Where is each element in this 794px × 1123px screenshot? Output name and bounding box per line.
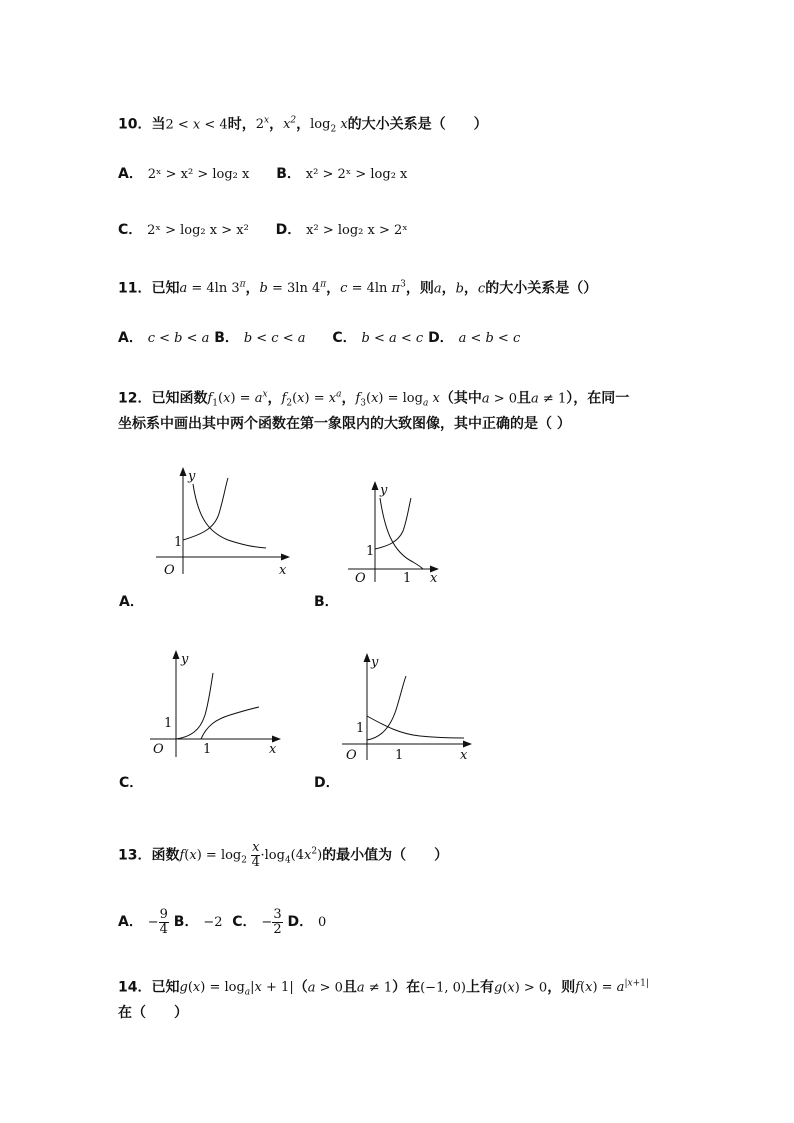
q12-graph-b-label: B． [314,594,339,610]
q14-stem-line2: 在（ ） [118,1005,188,1021]
origin-label: O [153,742,164,757]
curve-increasing [367,676,406,740]
q11-def-c: c = 4ln $\pi^3$ [340,280,406,297]
q10-option-d[interactable]: x² > log₂ x > 2ˣ [306,223,408,238]
q13-function-expr: $f(x) = \log_2$ $\frac{x}{4}$ $\cdot\log_4(4x^2)$ [179,840,323,871]
q13-options: A． − $\frac{9}{4}$ B． −2 C． − $\frac{3}{2}$ D． 0 [118,906,327,937]
q10-options-row2 [118,220,408,241]
x-one-label: 1 [395,748,404,763]
q11-option-b[interactable]: b < c < a [243,331,306,346]
y-one-label: 1 [366,544,375,559]
origin-label: O [346,748,357,763]
q13-option-d[interactable]: 0 [317,915,327,930]
x-axis-arrow-icon [281,554,290,561]
q12-graph-d-label: D． [314,775,340,791]
q10-option-a-label: A． [118,166,143,182]
q10-expr-log: $\log_2 x$ [310,117,348,135]
curve-increasing [375,498,411,549]
curve-decreasing [367,716,464,738]
q13-option-a[interactable]: − $\frac{9}{4}$ [147,906,168,937]
y-axis-arrow-icon [180,467,187,476]
q11-def-a: a = 4ln $3^\pi$ [179,280,246,297]
q11-stem: 11．已知a = 4ln $3^\pi$，b = 3ln $4^\pi$，c = 4ln $\pi^3$，则a，b，c的大小关系是（） [118,280,598,297]
q12-f1: $f_1(x) = a^x$ [207,390,268,409]
q10-expr-x2: $x^2$ [283,116,297,133]
q12-graph-c[interactable] [145,645,290,769]
x-one-label: 1 [203,742,212,757]
y-one-label: 1 [174,535,183,550]
x-label: x [269,742,277,757]
q11-def-b: b = 3ln $4^\pi$ [259,280,327,297]
y-label: y [188,469,196,484]
curve-log [201,707,259,739]
q10-expr-2x: 2$^x$ [255,116,270,133]
q10-options-row1 [118,164,407,185]
curve-decreasing [193,484,266,548]
q10-option-c-label: C． [118,222,143,238]
q10-number: 10．当 [118,116,166,133]
q10-option-c[interactable]: 2ˣ > log₂ x > x² [147,223,249,238]
q12-f2: $f_2(x) = x^a$ [281,390,342,409]
q14-g-def: $g(x) = \log_a|x + 1|$ [179,980,294,998]
y-axis-arrow-icon [372,481,379,490]
x-label: x [279,563,287,578]
q14-stem: 14．已知$g(x) = \log_a|x + 1|(a > 0$且a ≠ 1）在(−1, 0)上有g(x) > 0，则$f(x) = a^{|x+1|}$ [118,979,649,998]
q12-graph-a-label: A． [119,594,144,610]
q14-interval: (−1, 0) [420,980,466,996]
y-axis-arrow-icon [173,650,180,659]
q10-stem: 10．当2 < x < 4时，2$^x$，$x^2$，$\log_2 x$的大小关系是（ ） [118,116,488,135]
q14-f-def: $f(x) = a^{|x+1|}$ [575,979,649,996]
q10-option-d-label: D． [275,222,302,238]
q10-option-a[interactable]: 2ˣ > x² > log₂ x [147,167,250,182]
q11-option-d[interactable]: a < b < c [458,331,521,346]
curve-increasing [183,478,228,540]
y-axis-arrow-icon [364,653,371,662]
q12-graph-c-label: C． [119,775,144,791]
q11-option-c[interactable]: b < a < c [361,331,424,346]
q12-stem-line2: 坐标系中画出其中两个函数在第一象限内的大致图像，其中正确的是（ ） [118,416,571,432]
q11-option-a[interactable]: c < b < a [147,331,210,346]
x-label: x [430,571,438,586]
y-label: y [371,655,379,670]
y-one-label: 1 [164,716,173,731]
q12-graph-b[interactable] [343,476,453,590]
q14-g-positive: g(x) > 0 [493,980,548,996]
x-axis-arrow-icon [463,741,472,748]
q13-stem: 13．函数$f(x) = \log_2$ $\frac{x}{4}$ $\cdot\log_4(4x^2)$的最小值为（ ） [118,840,449,871]
y-one-label: 1 [356,721,365,736]
q12-graph-a[interactable] [148,462,298,586]
x-label: x [460,748,468,763]
y-label: y [380,483,388,498]
y-label: y [181,652,189,667]
q10-option-b[interactable]: x² > 2ˣ > log₂ x [305,167,408,182]
q13-option-c[interactable]: − $\frac{3}{2}$ [261,906,282,937]
q10-option-b-label: B． [276,166,301,182]
origin-label: O [164,563,175,578]
q12-graph-d[interactable] [340,648,480,770]
q12-stem: 12．已知函数$f_1(x) = a^x$，$f_2(x) = x^a$，$f_3(x) = \log_a x$（其中a > 0且a ≠ 1），在同一 [118,390,630,409]
x-one-label: 1 [403,571,412,586]
origin-label: O [355,571,366,586]
q11-options: A． c < b < a B． b < c < a C． b < a < c D． a < b < c [118,330,521,346]
q13-option-b[interactable]: −2 [203,915,223,930]
q10-condition-math: 2 < x < 4 [165,117,228,133]
q12-f3: $f_3(x) = \log_a x$ [355,391,440,409]
